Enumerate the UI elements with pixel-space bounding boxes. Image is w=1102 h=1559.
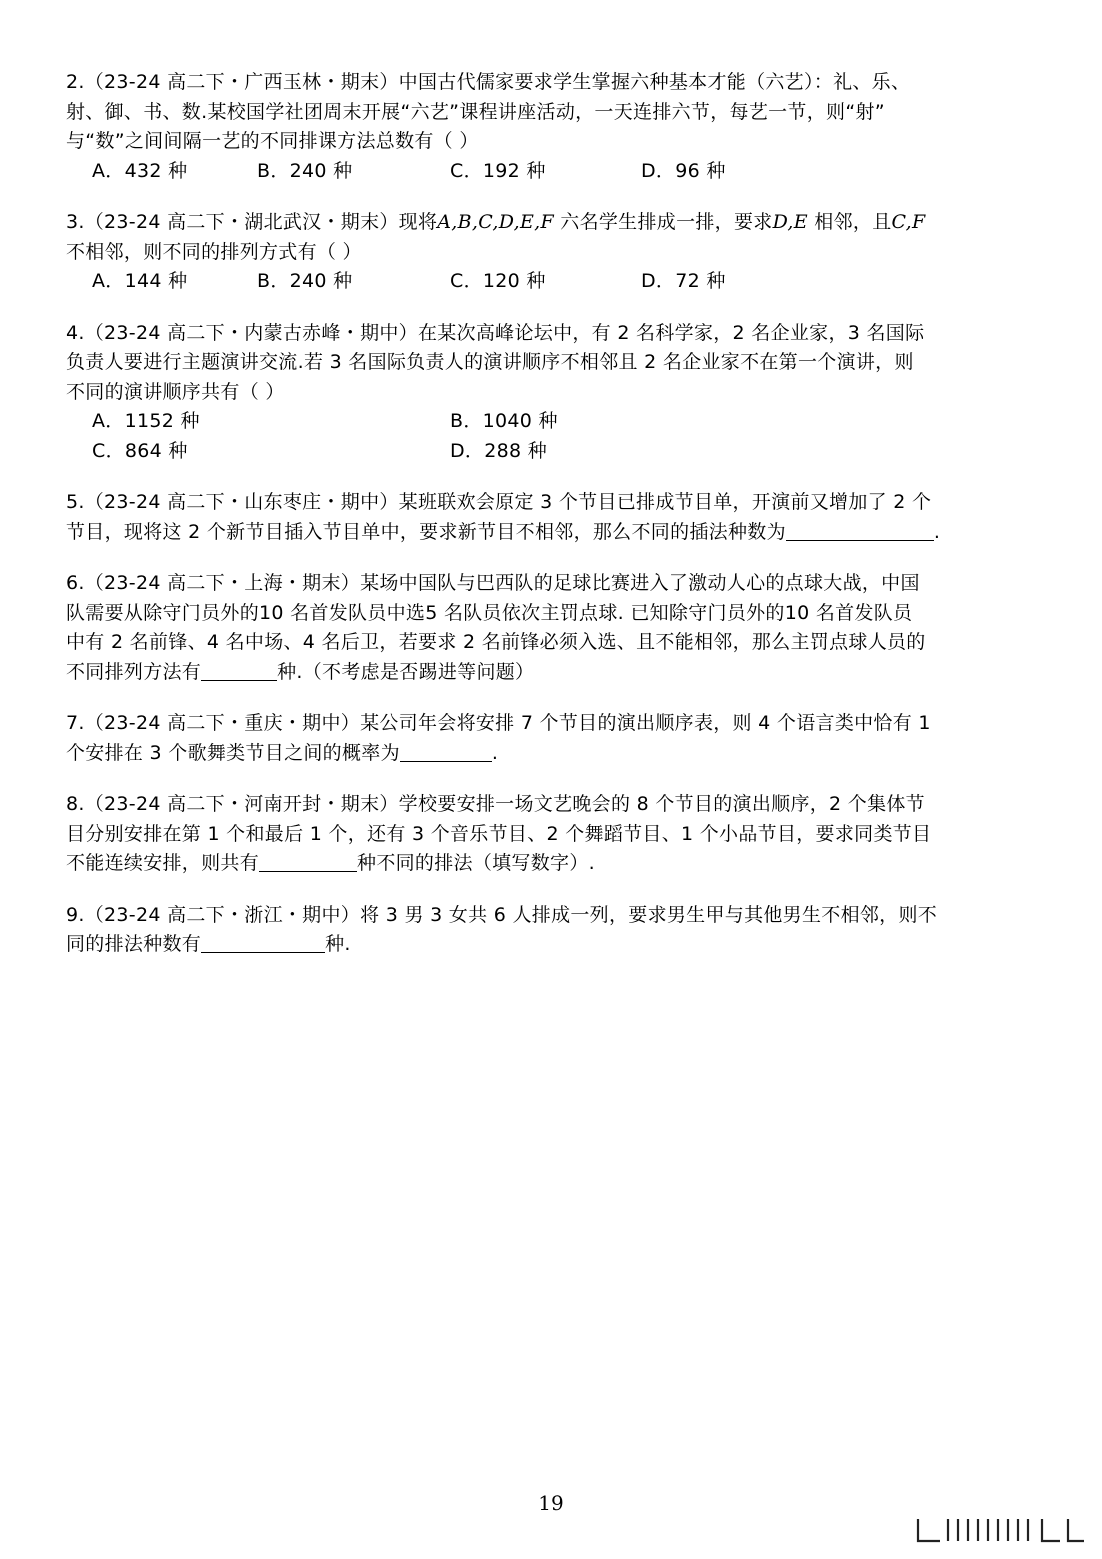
answer-options: [66, 157, 1036, 187]
question-text-line: 中有 2 名前锋、4 名中场、4 名后卫，若要求 2 名前锋必须入选、且不能相邻，那么主罚点球人员的: [66, 631, 926, 653]
question-text-line: 6.（23-24 高二下・上海・期末）某场中国队与巴西队的足球比赛进入了激动人心的点球大战，中国: [66, 572, 920, 594]
question-text-line: 2.（23-24 高二下・广西玉林・期末）中国古代儒家要求学生掌握六种基本才能（六艺）：礼、乐、: [66, 71, 911, 93]
question-text-line: 5.（23-24 高二下・山东枣庄・期中）某班联欢会原定 3 个节目已排成节目单，开演前又增加了 2 个: [66, 491, 932, 513]
page-number: 19: [538, 1491, 564, 1515]
option-d: D．72 种: [641, 270, 726, 292]
question-3: [66, 208, 1036, 297]
question-text-line: 4.（23-24 高二下・内蒙古赤峰・期中）在某次高峰论坛中，有 2 名科学家，2 名企业家，3 名国际: [66, 321, 925, 344]
math-expression: C,F: [891, 211, 926, 233]
question-9: [66, 901, 1036, 960]
option-c: C．120 种: [450, 270, 546, 292]
question-text-line: 7.（23-24 高二下・重庆・期中）某公司年会将安排 7 个节目的演出顺序表，则 4 个语言类中恰有 1: [66, 712, 931, 734]
question-5: [66, 488, 1036, 547]
text-segment: 种.: [325, 933, 351, 955]
question-6: [66, 569, 1036, 687]
question-text-line: [66, 739, 1036, 769]
question-text-line: 与“数”之间间隔一艺的不同排课方法总数有（ ）: [66, 130, 479, 152]
question-7: [66, 709, 1036, 768]
text-segment: 节目，现将这 2 个新节目插入节目单中，要求新节目不相邻，那么不同的插法种数为: [66, 520, 786, 543]
option-b: B．240 种: [257, 270, 353, 292]
option-c: C．192 种: [450, 159, 546, 182]
text-segment: 个安排在 3 个歌舞类节目之间的概率为: [66, 741, 400, 764]
text-segment: 六名学生排成一排，要求: [553, 211, 773, 233]
question-text-line: [66, 518, 1036, 548]
text-segment: 种不同的排法（填写数字）.: [357, 852, 595, 874]
question-text-line: 目分别安排在第 1 个和最后 1 个，还有 3 个音乐节目、2 个舞蹈节目、1 个小品节目，要求同类节目: [66, 822, 932, 845]
text-segment: 不同排列方法有: [66, 660, 202, 683]
question-text-line: 9.（23-24 高二下・浙江・期中）将 3 男 3 女共 6 人排成一列，要求男生甲与其他男生不相邻，则不: [66, 903, 938, 926]
question-text-line: 不相邻，则不同的排列方式有（ ）: [66, 240, 362, 263]
question-text-line: 负责人要进行主题演讲交流.若 3 名国际负责人的演讲顺序不相邻且 2 名企业家不在第一个演讲，则: [66, 351, 914, 373]
answer-blank[interactable]: [786, 518, 934, 541]
question-text-line: 射、御、书、数.某校国学社团周末开展“六艺”课程讲座活动，一天连排六节，每艺一节，则“射”: [66, 100, 885, 123]
text-segment: .: [933, 520, 941, 543]
watermark-logo-icon: [912, 1513, 1090, 1547]
question-text-line: [66, 658, 1036, 688]
text-segment: 相邻，且: [807, 211, 892, 233]
question-text-line: [66, 930, 1036, 960]
text-segment: 不能连续安排，则共有: [66, 852, 260, 874]
question-text-line: [66, 208, 1036, 238]
answer-blank[interactable]: [201, 658, 277, 681]
option-b: B．240 种: [257, 159, 353, 182]
answer-options: [66, 407, 1036, 466]
question-4: [66, 319, 1036, 467]
text-segment: .: [491, 741, 499, 764]
math-expression: D,E: [772, 211, 808, 233]
option-c: C．864 种: [92, 439, 188, 462]
question-text-line: 8.（23-24 高二下・河南开封・期末）学校要安排一场文艺晚会的 8 个节目的演出顺序，2 个集体节: [66, 793, 925, 815]
question-8: [66, 790, 1036, 879]
option-a: A．144 种: [92, 270, 188, 292]
option-a: A．1152 种: [92, 410, 200, 432]
answer-blank[interactable]: [201, 930, 325, 953]
option-b: B．1040 种: [450, 410, 558, 432]
question-text-line: [66, 849, 1036, 879]
answer-blank[interactable]: [400, 739, 492, 762]
option-d: D．288 种: [450, 439, 548, 462]
question-list: [66, 68, 1036, 982]
math-expression: A,B,C,D,E,F: [437, 211, 554, 233]
option-a: A．432 种: [92, 159, 188, 182]
answer-options: [66, 267, 1036, 297]
text-segment: 种.（不考虑是否踢进等问题）: [277, 660, 535, 683]
text-segment: 3.（23-24 高二下・湖北武汉・期末）现将: [66, 211, 438, 233]
text-segment: 同的排法种数有: [66, 933, 202, 955]
question-text-line: 队需要从除守门员外的10 名首发队员中选5 名队员依次主罚点球. 已知除守门员外的10 名首发队员: [66, 601, 913, 624]
question-text-line: 不同的演讲顺序共有（ ）: [66, 380, 285, 403]
question-2: [66, 68, 1036, 186]
option-d: D．96 种: [641, 159, 726, 182]
answer-blank[interactable]: [259, 849, 357, 872]
